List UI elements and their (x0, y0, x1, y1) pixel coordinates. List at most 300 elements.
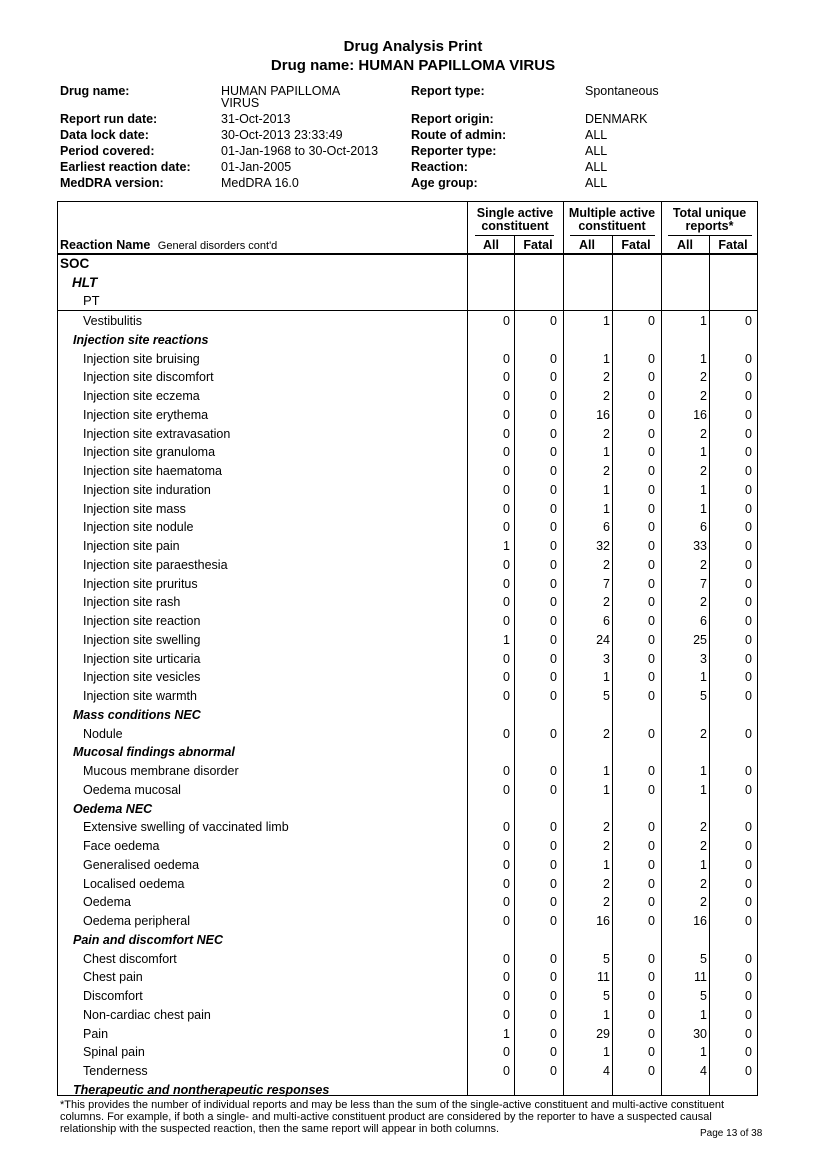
multi-all-cell: 1 (603, 764, 610, 778)
report-run-value: 31-Oct-2013 (221, 112, 291, 126)
total-fatal-cell: 0 (745, 539, 752, 553)
reporter-label: Reporter type: (411, 144, 497, 158)
total-fatal-cell: 0 (745, 839, 752, 853)
single-fatal-cell: 0 (550, 989, 557, 1003)
subheader-all: All (677, 238, 693, 252)
single-all-cell: 0 (503, 482, 510, 497)
total-fatal-cell: 0 (745, 820, 752, 835)
hlt-group-name: Injection site reactions (73, 332, 209, 347)
hlt-group-row (57, 743, 758, 762)
table-row (57, 593, 758, 612)
table-row (57, 687, 758, 706)
total-all-cell: 16 (693, 407, 707, 422)
reaction-name: Injection site induration (83, 482, 211, 497)
total-all-cell: 1 (700, 482, 707, 497)
total-fatal-cell: 0 (745, 389, 752, 403)
total-all-cell: 2 (700, 370, 707, 385)
total-fatal-cell: 0 (745, 970, 752, 985)
total-fatal-cell: 0 (745, 314, 752, 328)
multi-all-cell: 2 (603, 876, 610, 891)
single-fatal-cell: 0 (550, 351, 557, 366)
single-all-cell: 0 (503, 1064, 510, 1078)
single-all-cell: 0 (503, 389, 510, 403)
hlt-group-name: Therapeutic and nontherapeutic responses (73, 1082, 330, 1097)
multi-fatal-cell: 0 (648, 370, 655, 385)
multi-fatal-cell: 0 (648, 1007, 655, 1022)
single-fatal-cell: 0 (550, 970, 557, 985)
multi-all-cell: 2 (603, 464, 610, 478)
multi-fatal-cell: 0 (648, 557, 655, 572)
total-all-cell: 4 (700, 1064, 707, 1078)
total-all-cell: 30 (693, 1026, 707, 1041)
reaction-name: Chest pain (83, 970, 143, 985)
total-fatal-cell: 0 (745, 914, 752, 928)
multi-all-cell: 16 (596, 914, 610, 928)
reaction-name: Nodule (83, 726, 123, 741)
single-all-cell: 0 (503, 820, 510, 835)
single-fatal-cell: 0 (550, 839, 557, 853)
route-value: ALL (585, 128, 608, 142)
multi-fatal-cell: 0 (648, 501, 655, 516)
total-all-cell: 2 (700, 726, 707, 741)
single-all-cell: 0 (503, 857, 510, 872)
single-fatal-cell: 0 (550, 820, 557, 835)
table-row (57, 725, 758, 744)
multi-fatal-cell: 0 (648, 464, 655, 478)
multi-fatal-cell: 0 (648, 445, 655, 460)
total-fatal-cell: 0 (745, 464, 752, 478)
multi-all-cell: 1 (603, 857, 610, 872)
multi-fatal-cell: 0 (648, 520, 655, 535)
table-row (57, 368, 758, 387)
single-fatal-cell: 0 (550, 1026, 557, 1041)
total-all-cell: 1 (700, 1007, 707, 1022)
total-all-cell: 2 (700, 839, 707, 853)
single-fatal-cell: 0 (550, 914, 557, 928)
hlt-label: HLT (72, 275, 98, 290)
total-fatal-cell: 0 (745, 1045, 752, 1060)
reaction-name: Oedema peripheral (83, 914, 191, 928)
age-value: ALL (585, 176, 608, 190)
total-all-cell: 2 (700, 557, 707, 572)
multi-fatal-cell: 0 (648, 482, 655, 497)
table-row (57, 968, 758, 987)
single-fatal-cell: 0 (550, 557, 557, 572)
total-all-cell: 2 (700, 820, 707, 835)
subheader-fatal: Fatal (718, 238, 748, 252)
report-type-label: Report type: (411, 84, 485, 98)
multi-fatal-cell: 0 (648, 314, 655, 328)
multi-fatal-cell: 0 (648, 651, 655, 666)
reaction-name: Injection site rash (83, 595, 181, 610)
route-label: Route of admin: (411, 128, 507, 142)
earliest-value: 01-Jan-2005 (221, 160, 292, 174)
single-fatal-cell: 0 (550, 314, 557, 328)
single-all-cell: 0 (503, 970, 510, 985)
single-fatal-cell: 0 (550, 632, 557, 647)
total-fatal-cell: 0 (745, 726, 752, 741)
total-fatal-cell: 0 (745, 520, 752, 535)
col-header-single: Single active constituent (476, 206, 554, 233)
single-all-cell: 0 (503, 426, 510, 441)
total-all-cell: 7 (700, 576, 707, 591)
reaction-name: Chest discomfort (83, 951, 177, 966)
multi-all-cell: 2 (603, 595, 610, 610)
total-all-cell: 6 (700, 520, 707, 535)
hlt-group-name: Mass conditions NEC (73, 707, 201, 722)
table-row (57, 1025, 758, 1044)
single-fatal-cell: 0 (550, 482, 557, 497)
table-row (57, 818, 758, 837)
single-all-cell: 0 (503, 576, 510, 591)
table-row (57, 912, 758, 931)
multi-all-cell: 7 (603, 576, 610, 591)
reaction-name: Injection site discomfort (83, 370, 214, 385)
hlt-group-name: Oedema NEC (73, 801, 153, 816)
multi-all-cell: 1 (603, 1007, 610, 1022)
reaction-name: Injection site bruising (83, 351, 200, 366)
total-fatal-cell: 0 (745, 1064, 752, 1078)
multi-all-cell: 5 (603, 951, 610, 966)
period-label: Period covered: (60, 144, 155, 158)
table-row (57, 518, 758, 537)
total-fatal-cell: 0 (745, 689, 752, 703)
table-row (57, 781, 758, 800)
multi-all-cell: 1 (603, 501, 610, 516)
single-all-cell: 0 (503, 726, 510, 741)
report-origin-label: Report origin: (411, 112, 494, 126)
multi-all-cell: 6 (603, 614, 610, 628)
multi-all-cell: 4 (603, 1064, 610, 1078)
multi-all-cell: 32 (596, 539, 610, 553)
reaction-name: Oedema mucosal (83, 782, 181, 797)
single-fatal-cell: 0 (550, 445, 557, 460)
divider (475, 235, 554, 236)
table-row (57, 1062, 758, 1081)
multi-fatal-cell: 0 (648, 726, 655, 741)
total-all-cell: 1 (700, 314, 707, 328)
report-type-value: Spontaneous (585, 84, 659, 98)
table-row (57, 500, 758, 519)
period-value: 01-Jan-1968 to 30-Oct-2013 (221, 144, 379, 158)
total-fatal-cell: 0 (745, 1026, 752, 1041)
age-label: Age group: (411, 176, 478, 190)
total-all-cell: 1 (700, 670, 707, 685)
single-fatal-cell: 0 (550, 782, 557, 797)
total-fatal-cell: 0 (745, 370, 752, 385)
single-all-cell: 0 (503, 689, 510, 703)
multi-all-cell: 1 (603, 445, 610, 460)
total-all-cell: 6 (700, 614, 707, 628)
total-fatal-cell: 0 (745, 595, 752, 610)
multi-fatal-cell: 0 (648, 857, 655, 872)
total-all-cell: 33 (693, 539, 707, 553)
single-fatal-cell: 0 (550, 464, 557, 478)
reaction-name: Injection site haematoma (83, 464, 222, 478)
table-row (57, 387, 758, 406)
reaction-name: Oedema (83, 895, 131, 910)
soc-label: SOC (60, 256, 90, 271)
multi-fatal-cell: 0 (648, 407, 655, 422)
reaction-name: Injection site eczema (83, 389, 200, 403)
reaction-name: Injection site reaction (83, 614, 201, 628)
report-origin-value: DENMARK (585, 112, 648, 126)
reaction-label: Reaction: (411, 160, 468, 174)
single-fatal-cell: 0 (550, 726, 557, 741)
reaction-name-header: Reaction Name (60, 238, 151, 252)
single-fatal-cell: 0 (550, 595, 557, 610)
reaction-name: Injection site swelling (83, 632, 201, 647)
single-all-cell: 0 (503, 895, 510, 910)
hlt-group-name: Mucosal findings abnormal (73, 745, 235, 760)
single-fatal-cell: 0 (550, 670, 557, 685)
multi-fatal-cell: 0 (648, 951, 655, 966)
total-fatal-cell: 0 (745, 426, 752, 441)
multi-fatal-cell: 0 (648, 820, 655, 835)
reaction-name: Tenderness (83, 1064, 148, 1078)
total-fatal-cell: 0 (745, 445, 752, 460)
single-all-cell: 0 (503, 876, 510, 891)
table-row (57, 893, 758, 912)
multi-all-cell: 5 (603, 989, 610, 1003)
data-lock-label: Data lock date: (60, 128, 149, 142)
multi-fatal-cell: 0 (648, 389, 655, 403)
subheader-fatal: Fatal (621, 238, 651, 252)
multi-all-cell: 2 (603, 389, 610, 403)
single-all-cell: 0 (503, 520, 510, 535)
multi-fatal-cell: 0 (648, 689, 655, 703)
total-all-cell: 5 (700, 951, 707, 966)
single-fatal-cell: 0 (550, 370, 557, 385)
reporter-value: ALL (585, 144, 608, 158)
reaction-name: Injection site mass (83, 501, 186, 516)
reaction-name: Injection site granuloma (83, 445, 216, 460)
single-fatal-cell: 0 (550, 951, 557, 966)
multi-fatal-cell: 0 (648, 614, 655, 628)
multi-all-cell: 6 (603, 520, 610, 535)
multi-fatal-cell: 0 (648, 764, 655, 778)
total-all-cell: 1 (700, 764, 707, 778)
total-fatal-cell: 0 (745, 670, 752, 685)
single-fatal-cell: 0 (550, 576, 557, 591)
multi-fatal-cell: 0 (648, 632, 655, 647)
single-all-cell: 1 (503, 539, 510, 553)
single-all-cell: 0 (503, 314, 510, 328)
reaction-name: Non-cardiac chest pain (83, 1007, 211, 1022)
single-fatal-cell: 0 (550, 895, 557, 910)
multi-all-cell: 2 (603, 839, 610, 853)
table-row (57, 875, 758, 894)
single-all-cell: 0 (503, 914, 510, 928)
total-all-cell: 16 (693, 914, 707, 928)
single-all-cell: 0 (503, 407, 510, 422)
table-row (57, 481, 758, 500)
multi-all-cell: 1 (603, 314, 610, 328)
reaction-name: Mucous membrane disorder (83, 764, 239, 778)
reaction-name: Face oedema (83, 839, 160, 853)
drug-name-value: HUMAN PAPILLOMA (221, 84, 341, 98)
total-all-cell: 2 (700, 595, 707, 610)
hlt-group-row (57, 331, 758, 350)
single-all-cell: 0 (503, 951, 510, 966)
single-fatal-cell: 0 (550, 1045, 557, 1060)
table-row (57, 668, 758, 687)
single-fatal-cell: 0 (550, 764, 557, 778)
reaction-name: Injection site pruritus (83, 576, 198, 591)
multi-fatal-cell: 0 (648, 351, 655, 366)
single-all-cell: 0 (503, 370, 510, 385)
single-all-cell: 0 (503, 614, 510, 628)
multi-fatal-cell: 0 (648, 839, 655, 853)
single-fatal-cell: 0 (550, 539, 557, 553)
total-all-cell: 2 (700, 426, 707, 441)
reaction-name: Generalised oedema (83, 857, 200, 872)
total-all-cell: 2 (700, 876, 707, 891)
col-header-multi: Multiple active constituent (568, 206, 656, 233)
reaction-name: Localised oedema (83, 876, 185, 891)
single-all-cell: 0 (503, 782, 510, 797)
multi-fatal-cell: 0 (648, 876, 655, 891)
table-row (57, 856, 758, 875)
single-all-cell: 1 (503, 632, 510, 647)
total-fatal-cell: 0 (745, 614, 752, 628)
pt-label: PT (83, 293, 100, 308)
subheader-all: All (579, 238, 595, 252)
multi-fatal-cell: 0 (648, 970, 655, 985)
divider (57, 310, 758, 311)
multi-all-cell: 1 (603, 482, 610, 497)
total-all-cell: 1 (700, 782, 707, 797)
single-fatal-cell: 0 (550, 651, 557, 666)
single-all-cell: 0 (503, 557, 510, 572)
hlt-group-row (57, 800, 758, 819)
multi-all-cell: 2 (603, 726, 610, 741)
multi-fatal-cell: 0 (648, 576, 655, 591)
multi-all-cell: 3 (603, 651, 610, 666)
drug-name-value-cont: VIRUS (221, 96, 260, 110)
table-row (57, 1006, 758, 1025)
report-run-label: Report run date: (60, 112, 158, 126)
multi-fatal-cell: 0 (648, 914, 655, 928)
single-all-cell: 0 (503, 1007, 510, 1022)
multi-all-cell: 16 (596, 407, 610, 422)
total-fatal-cell: 0 (745, 576, 752, 591)
single-all-cell: 0 (503, 670, 510, 685)
col-header-total: Total unique reports* (672, 206, 747, 233)
multi-all-cell: 29 (596, 1026, 610, 1041)
single-all-cell: 1 (503, 1026, 510, 1041)
total-fatal-cell: 0 (745, 951, 752, 966)
reaction-name: Discomfort (83, 989, 143, 1003)
single-fatal-cell: 0 (550, 407, 557, 422)
table-row (57, 556, 758, 575)
divider (668, 235, 752, 236)
multi-fatal-cell: 0 (648, 1064, 655, 1078)
table-row (57, 312, 758, 331)
drug-name-title: Drug name: HUMAN PAPILLOMA VIRUS (270, 57, 556, 74)
total-fatal-cell: 0 (745, 632, 752, 647)
section-name: General disorders cont'd (157, 240, 278, 252)
single-all-cell: 0 (503, 595, 510, 610)
total-all-cell: 5 (700, 989, 707, 1003)
reaction-name: Spinal pain (83, 1045, 145, 1060)
reaction-name: Injection site extravasation (83, 426, 231, 441)
single-fatal-cell: 0 (550, 520, 557, 535)
table-row (57, 837, 758, 856)
single-all-cell: 0 (503, 839, 510, 853)
multi-all-cell: 1 (603, 782, 610, 797)
multi-fatal-cell: 0 (648, 670, 655, 685)
reaction-name: Injection site nodule (83, 520, 194, 535)
single-fatal-cell: 0 (550, 1064, 557, 1078)
multi-all-cell: 1 (603, 351, 610, 366)
multi-all-cell: 2 (603, 895, 610, 910)
meddra-label: MedDRA version: (60, 176, 164, 190)
hlt-group-row (57, 1081, 758, 1100)
total-fatal-cell: 0 (745, 482, 752, 497)
multi-fatal-cell: 0 (648, 1026, 655, 1041)
table-row (57, 462, 758, 481)
reaction-value: ALL (585, 160, 608, 174)
multi-fatal-cell: 0 (648, 782, 655, 797)
table-row (57, 350, 758, 369)
total-fatal-cell: 0 (745, 1007, 752, 1022)
reaction-name: Injection site paraesthesia (83, 557, 228, 572)
table-row (57, 575, 758, 594)
multi-fatal-cell: 0 (648, 595, 655, 610)
reaction-name: Injection site pain (83, 539, 180, 553)
total-all-cell: 2 (700, 464, 707, 478)
page-number: Page 13 of 38 (700, 1128, 763, 1139)
table-row (57, 1043, 758, 1062)
single-fatal-cell: 0 (550, 876, 557, 891)
single-fatal-cell: 0 (550, 689, 557, 703)
multi-all-cell: 24 (596, 632, 610, 647)
total-all-cell: 3 (700, 651, 707, 666)
divider (57, 253, 758, 255)
multi-all-cell: 5 (603, 689, 610, 703)
single-all-cell: 0 (503, 351, 510, 366)
total-all-cell: 25 (693, 632, 707, 647)
single-all-cell: 0 (503, 501, 510, 516)
single-all-cell: 0 (503, 1045, 510, 1060)
total-all-cell: 1 (700, 1045, 707, 1060)
table-row (57, 650, 758, 669)
single-all-cell: 0 (503, 464, 510, 478)
total-all-cell: 5 (700, 689, 707, 703)
single-fatal-cell: 0 (550, 1007, 557, 1022)
multi-all-cell: 11 (597, 970, 610, 985)
single-all-cell: 0 (503, 764, 510, 778)
single-fatal-cell: 0 (550, 426, 557, 441)
data-lock-value: 30-Oct-2013 23:33:49 (221, 128, 343, 142)
table-row (57, 406, 758, 425)
reaction-name: Injection site warmth (83, 689, 197, 703)
multi-fatal-cell: 0 (648, 426, 655, 441)
hlt-group-row (57, 706, 758, 725)
multi-fatal-cell: 0 (648, 539, 655, 553)
table-row (57, 612, 758, 631)
total-fatal-cell: 0 (745, 351, 752, 366)
reaction-name: Extensive swelling of vaccinated limb (83, 820, 289, 835)
multi-fatal-cell: 0 (648, 1045, 655, 1060)
table-row (57, 443, 758, 462)
total-fatal-cell: 0 (745, 876, 752, 891)
single-fatal-cell: 0 (550, 614, 557, 628)
reaction-name: Injection site vesicles (83, 670, 201, 685)
hlt-group-name: Pain and discomfort NEC (73, 932, 224, 947)
single-all-cell: 0 (503, 989, 510, 1003)
